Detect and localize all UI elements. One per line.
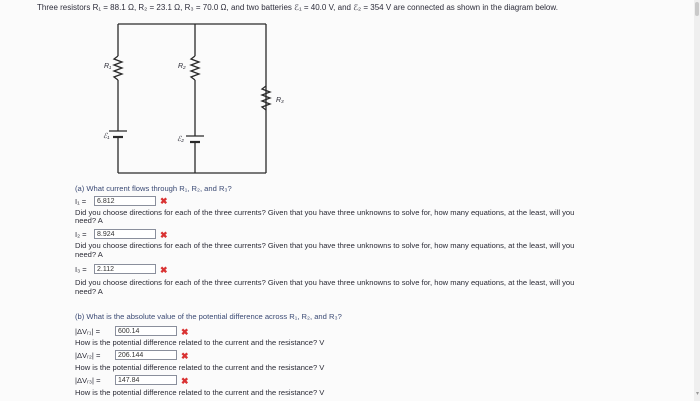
dv-r3-input[interactable]: 147.84 bbox=[115, 375, 177, 385]
dv-r2-input[interactable]: 206.144 bbox=[115, 350, 177, 360]
resistor-r2 bbox=[191, 56, 199, 80]
part-a-question: (a) What current flows through R₁, R₂, and R₃? bbox=[75, 184, 232, 193]
hint-text: need? A bbox=[75, 250, 103, 259]
i2-input[interactable]: 8.924 bbox=[94, 229, 156, 239]
hint-text: How is the potential difference related to the current and the resistance? V bbox=[75, 363, 325, 372]
label-e1: ℰ₁ bbox=[103, 133, 110, 140]
i1-input[interactable]: 6.812 bbox=[94, 196, 156, 206]
dv-r3-label: |ΔVᵣ₃| = bbox=[75, 376, 101, 385]
battery-e1 bbox=[109, 131, 127, 137]
dv-r2-label: |ΔVᵣ₂| = bbox=[75, 351, 101, 360]
wrong-icon: ✖ bbox=[160, 265, 168, 275]
wrong-icon: ✖ bbox=[181, 327, 189, 337]
label-r3: R₃ bbox=[276, 97, 284, 104]
battery-e2 bbox=[186, 136, 204, 142]
i1-label: I₁ = bbox=[75, 197, 87, 206]
part-b-question: (b) What is the absolute value of the potential difference across R₁, R₂, and R₃? bbox=[75, 312, 342, 321]
hint-text: Did you choose directions for each of the three currents? Given that you have three unknowns to solve for, how many equations, at the least, will you bbox=[75, 241, 575, 250]
resistor-r1 bbox=[114, 56, 122, 80]
hint-text: Did you choose directions for each of the three currents? Given that you have three unknowns to solve for, how many equations, at the least, will you bbox=[75, 208, 575, 217]
wrong-icon: ✖ bbox=[160, 196, 168, 206]
scroll-thumb[interactable] bbox=[695, 2, 699, 16]
label-e2: ℰ₂ bbox=[177, 136, 184, 143]
scrollbar[interactable] bbox=[694, 0, 700, 401]
hint-text: need? A bbox=[75, 216, 103, 225]
wrong-icon: ✖ bbox=[181, 376, 189, 386]
hint-text: need? A bbox=[75, 287, 103, 296]
i2-label: I₂ = bbox=[75, 230, 87, 239]
hint-text: How is the potential difference related to the current and the resistance? V bbox=[75, 388, 325, 397]
dv-r1-label: |ΔVᵣ₁| = bbox=[75, 327, 101, 336]
wrong-icon: ✖ bbox=[160, 230, 168, 240]
scroll-down-icon[interactable]: ▾ bbox=[695, 391, 699, 397]
i3-input[interactable]: 2.112 bbox=[94, 264, 156, 274]
wrong-icon: ✖ bbox=[181, 351, 189, 361]
dv-r1-input[interactable]: 600.14 bbox=[115, 326, 177, 336]
label-r2: R₂ bbox=[178, 63, 186, 70]
label-r1: R₁ bbox=[104, 63, 112, 70]
i3-label: I₃ = bbox=[75, 265, 87, 274]
hint-text: Did you choose directions for each of the three currents? Given that you have three unknowns to solve for, how many equations, at the least, will you bbox=[75, 278, 575, 287]
problem-statement: Three resistors R₁ = 88.1 Ω, R₂ = 23.1 Ω, R₃ = 70.0 Ω, and two batteries ℰ₁ = 40.0 V, and ℰ₂ = 354 V are connected as shown in the diagram below. bbox=[37, 3, 558, 12]
hint-text: How is the potential difference related to the current and the resistance? V bbox=[75, 338, 325, 347]
